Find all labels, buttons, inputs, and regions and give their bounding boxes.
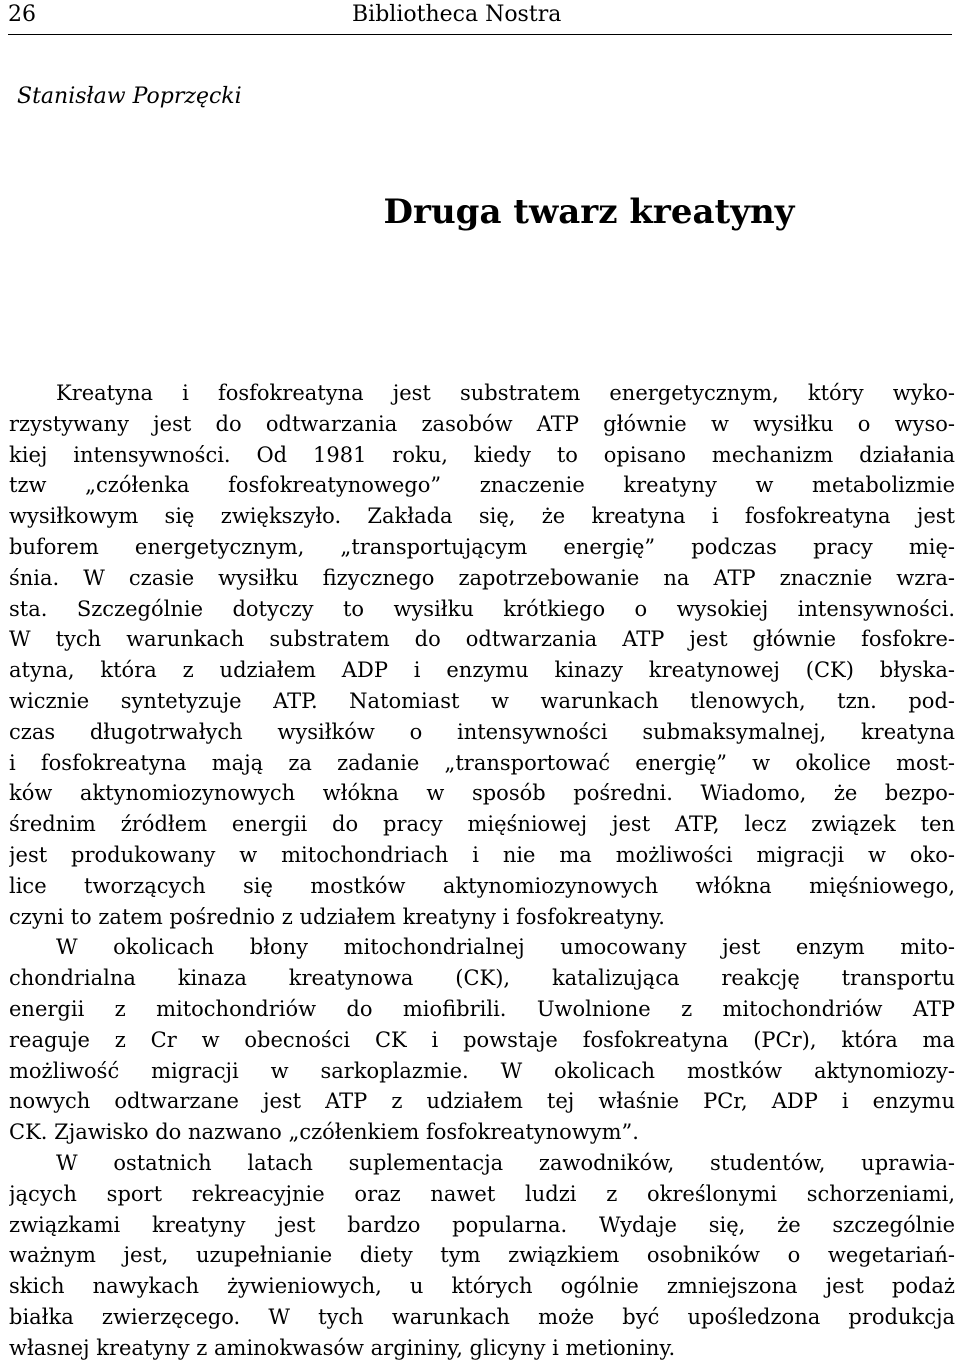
journal-name: Bibliotheca Nostra <box>352 2 562 27</box>
article-title: Druga twarz kreatyny <box>383 192 795 232</box>
text-line: białka zwierzęcego. W tych warunkach może być upośledzona produkcja <box>9 1304 955 1329</box>
text-line: rzystywany jest do odtwarzania zasobów ATP głównie w wysiłku o wyso- <box>9 411 955 436</box>
text-line: skich nawykach żywieniowych, u których ogólnie zmniejszona jest podaż <box>9 1274 955 1299</box>
text-line: czyni to zatem pośrednio z udziałem kreatyny i fosfokreatyny. <box>9 904 665 929</box>
article-body <box>9 378 955 1364</box>
text-line: ków aktynomiozynowych włókna w sposób pośredni. Wiadomo, że bezpo- <box>9 781 955 806</box>
text-line: wysiłkowym się zwiększyło. Zakłada się, że kreatyna i fosfokreatyna jest <box>9 504 955 529</box>
text-line: nowych odtwarzane jest ATP z udziałem tej właśnie PCr, ADP i enzymu <box>9 1089 955 1114</box>
text-line: wicznie syntetyzuje ATP. Natomiast w warunkach tlenowych, tzn. pod- <box>9 688 955 713</box>
text-line: W tych warunkach substratem do odtwarzania ATP jest głównie fosfokre- <box>9 627 955 652</box>
text-line: możliwość migracji w sarkoplazmie. W okolicach mostków aktynomiozy- <box>9 1058 955 1083</box>
running-header <box>8 0 952 35</box>
paragraph <box>9 932 955 1148</box>
text-line: CK. Zjawisko do nazwano „czółenkiem fosfokreatynowym”. <box>9 1120 639 1145</box>
text-line: W okolicach błony mitochondrialnej umocowany jest enzym mito- <box>56 935 955 960</box>
text-line: tzw „czółenka fosfokreatynowego” znaczenie kreatyny w metabolizmie <box>9 473 955 498</box>
text-line: średnim źródłem energii do pracy mięśniowej jest ATP, lecz związek ten <box>9 812 955 837</box>
text-line: związkami kreatyny jest bardzo popularna. Wydaje się, że szczególnie <box>9 1212 955 1237</box>
text-line: lice tworzących się mostków aktynomiozynowych włókna mięśniowego, <box>9 873 955 898</box>
text-line: własnej kreatyny z aminokwasów argininy, glicyny i metioniny. <box>9 1335 676 1360</box>
text-line: Kreatyna i fosfokreatyna jest substratem energetycznym, który wyko- <box>56 381 955 405</box>
paragraph <box>9 378 955 932</box>
text-line: i fosfokreatyna mają za zadanie „transportować energię” w okolice most- <box>9 750 955 775</box>
text-line: jących sport rekreacyjnie oraz nawet ludzi z określonymi schorzeniami, <box>9 1181 955 1206</box>
text-line: W ostatnich latach suplementacja zawodników, studentów, uprawia- <box>56 1150 955 1175</box>
text-line: czas długotrwałych wysiłków o intensywności submaksymalnej, kreatyna <box>9 719 955 744</box>
text-line: energii z mitochondriów do miofibrili. Uwolnione z mitochondriów ATP <box>9 996 955 1021</box>
text-line: sta. Szczególnie dotyczy to wysiłku krótkiego o wysokiej intensywności. <box>9 596 955 621</box>
paragraph <box>9 1148 955 1364</box>
text-line: śnia. W czasie wysiłku fizycznego zapotrzebowanie na ATP znacznie wzra- <box>9 565 955 590</box>
page-number: 26 <box>8 2 36 27</box>
author-name: Stanisław Poprzęcki <box>17 84 242 109</box>
text-line: reaguje z Cr w obecności CK i powstaje fosfokreatyna (PCr), która ma <box>9 1027 955 1052</box>
text-line: atyna, która z udziałem ADP i enzymu kinazy kreatynowej (CK) błyska- <box>9 658 955 683</box>
text-line: ważnym jest, uzupełnianie diety tym związkiem osobników o wegetariań- <box>9 1243 955 1268</box>
text-line: kiej intensywności. Od 1981 roku, kiedy to opisano mechanizm działania <box>9 442 955 467</box>
text-line: jest produkowany w mitochondriach i nie ma możliwości migracji w oko- <box>9 842 955 867</box>
text-line: chondrialna kinaza kreatynowa (CK), katalizująca reakcję transportu <box>9 966 955 991</box>
text-line: buforem energetycznym, „transportującym energię” podczas pracy mię- <box>9 534 955 559</box>
